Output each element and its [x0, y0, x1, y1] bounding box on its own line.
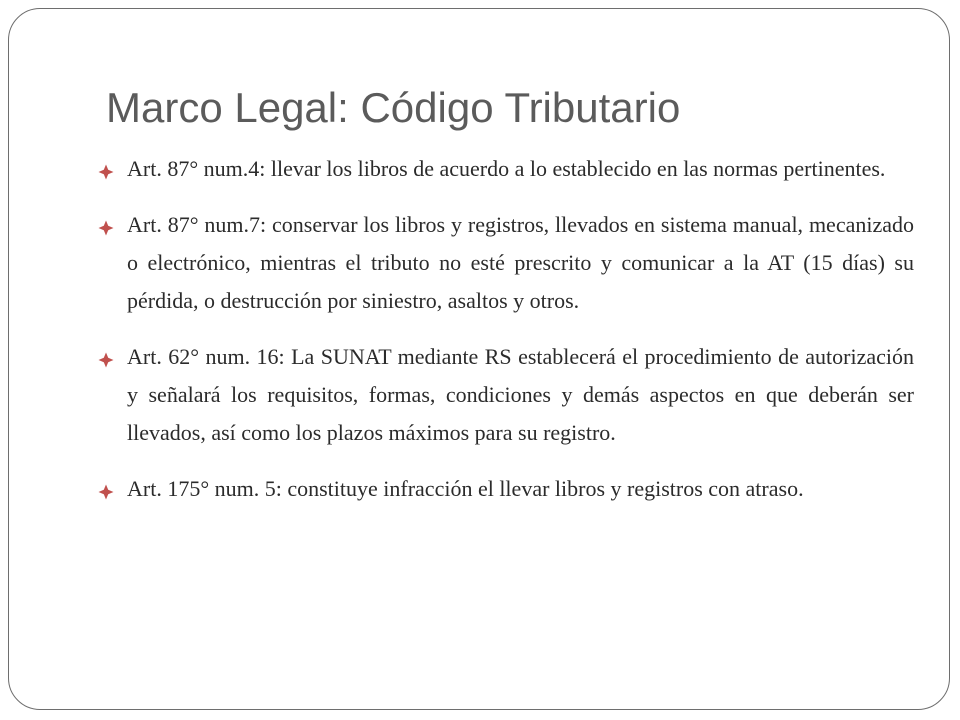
bullet-item-3 [98, 338, 914, 452]
diamond-bullet-icon [98, 220, 114, 236]
bullet-item-2 [98, 206, 914, 320]
bullet-text: Art. 87° num.4: llevar los libros de acuerdo a lo establecido en las normas pertinentes. [127, 156, 886, 181]
bullet-text: Art. 62° num. 16: La SUNAT mediante RS establecerá el procedimiento de autorización y señalará los requisitos, formas, condiciones y demás aspectos en que deberán ser llevados, así como los plazos máximos para su registro. [127, 344, 914, 445]
bullet-text: Art. 87° num.7: conservar los libros y registros, llevados en sistema manual, mecanizado o electrónico, mientras el tributo no esté prescrito y comunicar a la AT (15 días) su pérdida, o destrucción por siniestro, asaltos y otros. [127, 212, 914, 313]
diamond-bullet-icon [98, 484, 114, 500]
slide-title: Marco Legal: Código Tributario [106, 84, 681, 131]
bullet-list [98, 150, 914, 526]
bullet-text: Art. 175° num. 5: constituye infracción el llevar libros y registros con atraso. [127, 476, 804, 501]
bullet-item-4 [98, 470, 914, 508]
diamond-bullet-icon [98, 164, 114, 180]
diamond-bullet-icon [98, 352, 114, 368]
bullet-item-1 [98, 150, 914, 188]
